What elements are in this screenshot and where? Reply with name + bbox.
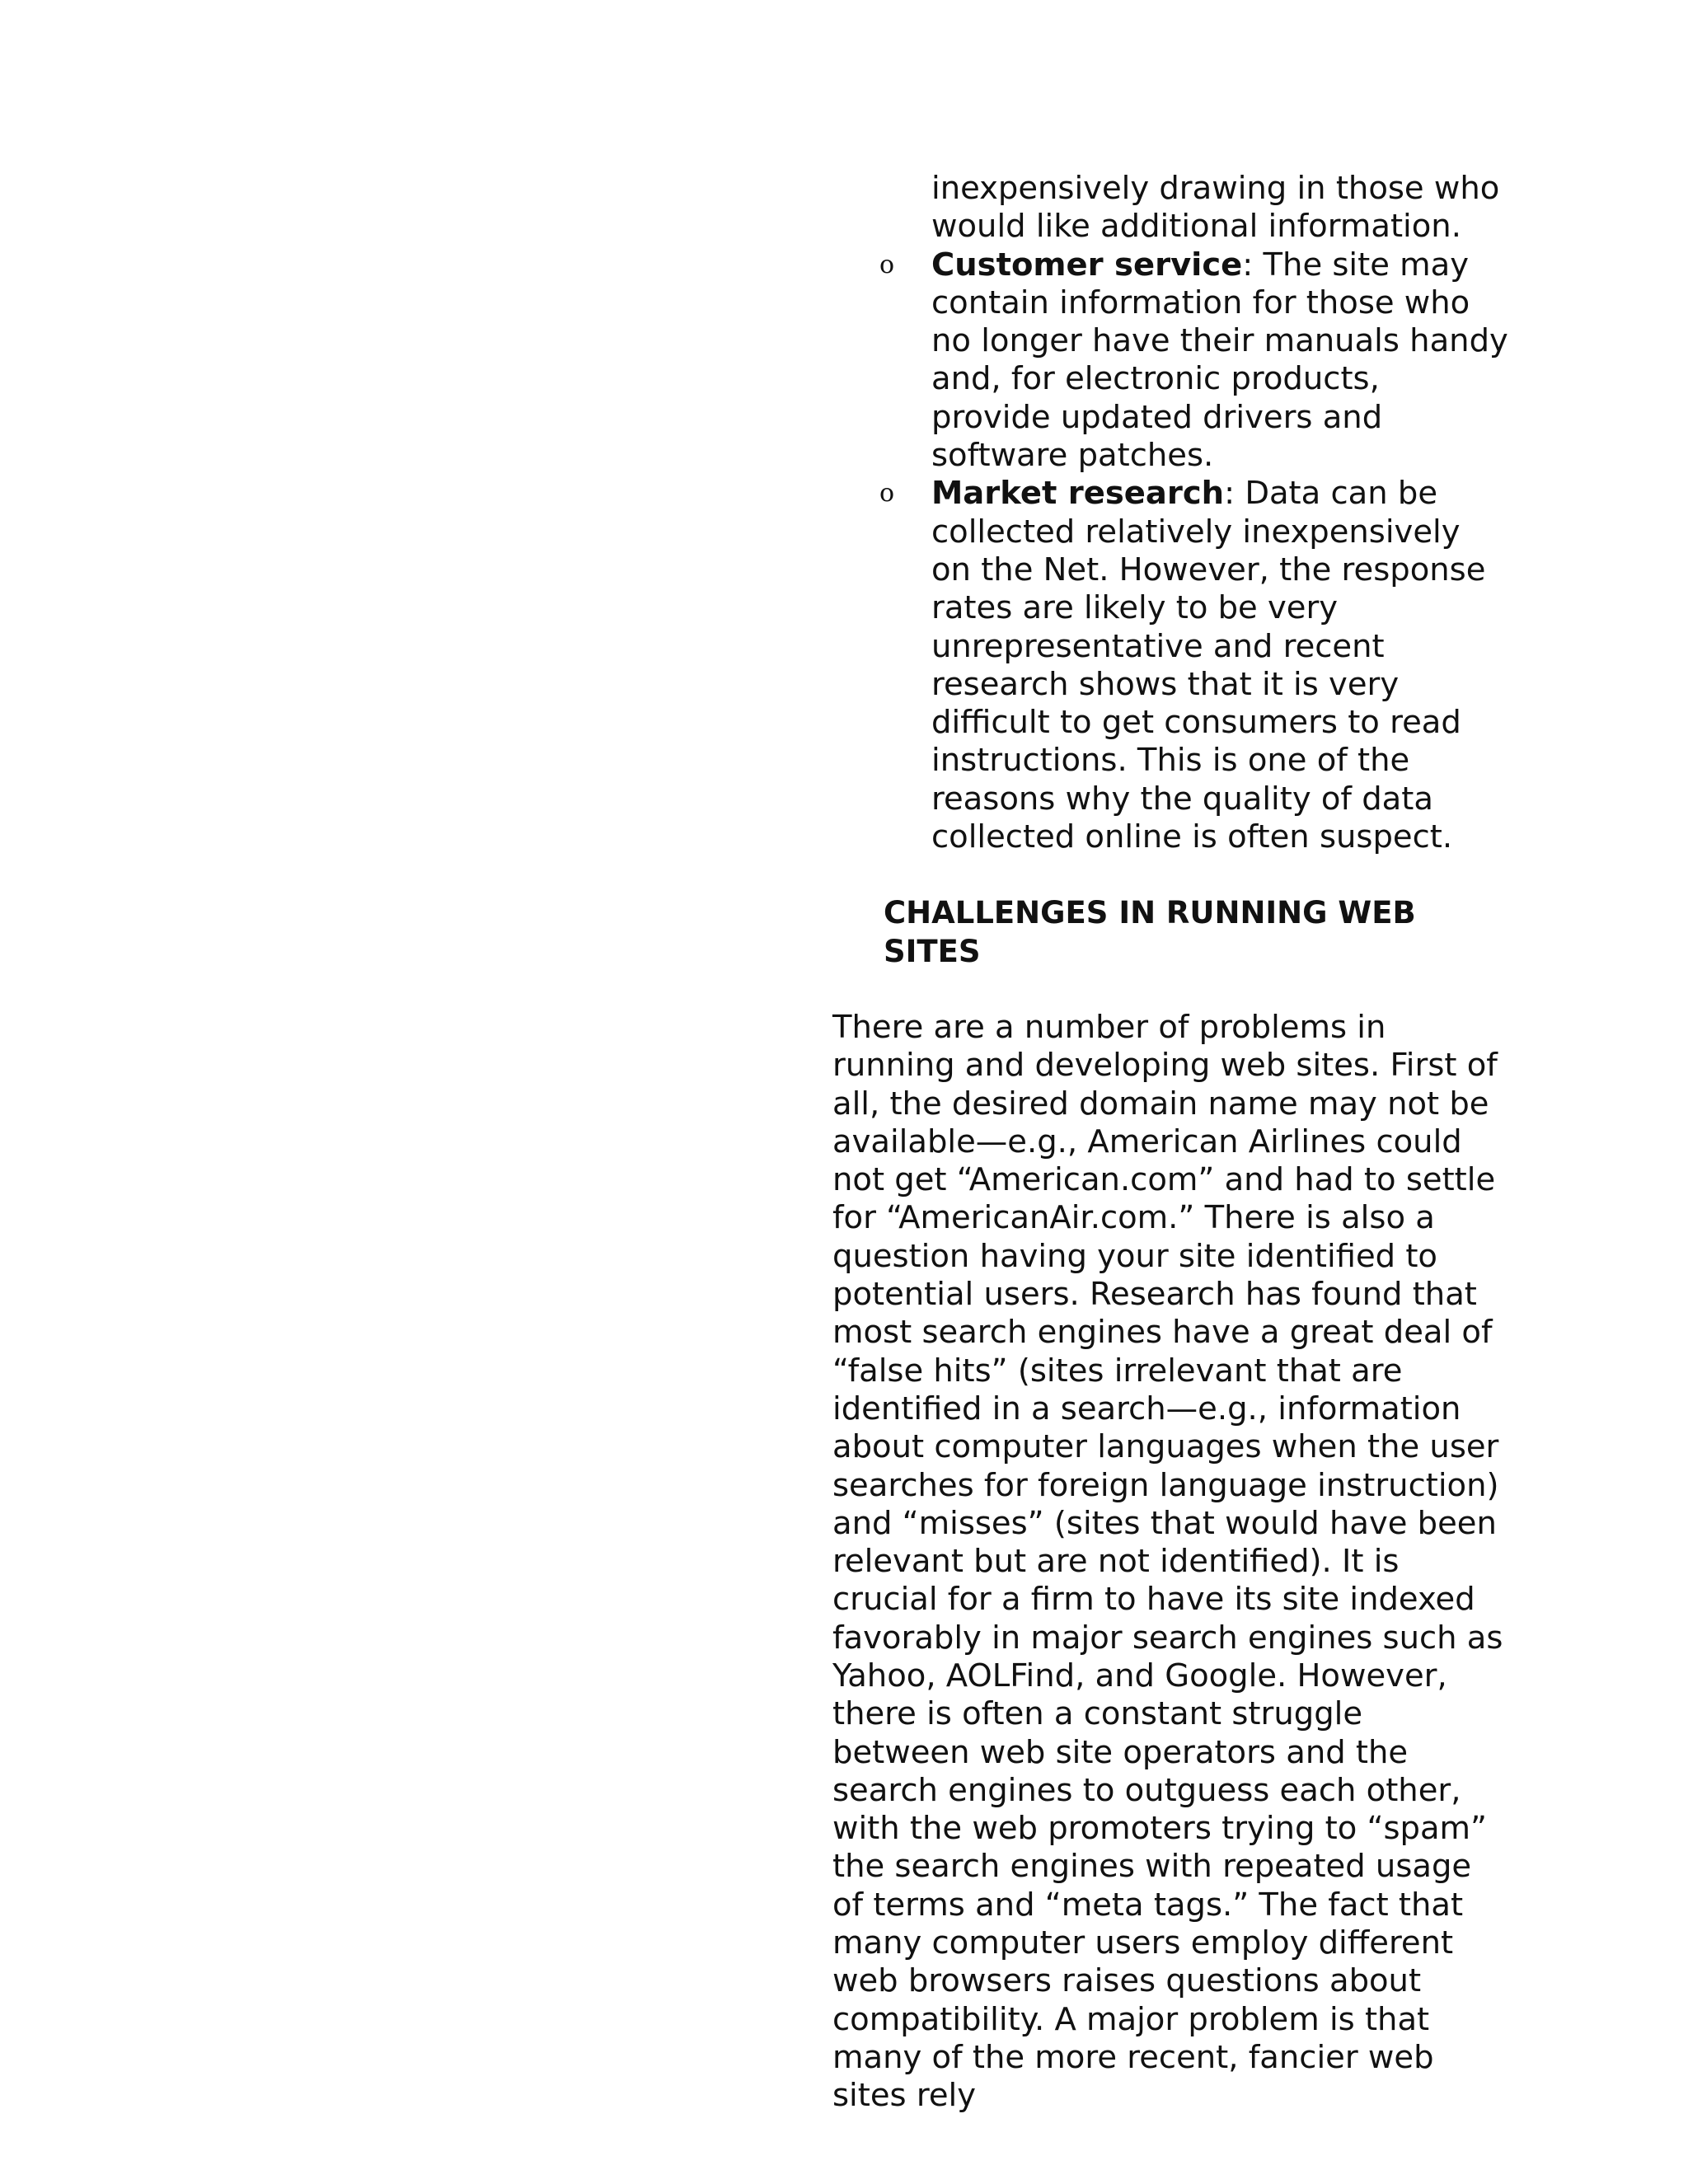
- bullet-item-market-research: [879, 475, 1508, 856]
- section-paragraph: There are a number of problems in running and developing web sites. First of all, the desired domain name may not be available—e.g., American Airlines could not get “American.com” and had to settle for “AmericanAir.com.” There is also a question having your site identified to potential users. Research has found that most search engines have a great deal of “false hits” (sites irrelevant that are identified in a search—e.g., information about computer languages when the user searches for foreign language instruction) and “misses” (sites that would have been relevant but are not identified). It is crucial for a firm to have its site indexed favorably in major search engines such as Yahoo, AOLFind, and Google. However, there is often a constant struggle between web site operators and the search engines to outguess each other, with the web promoters trying to “spam” the search engines with repeated usage of terms and “meta tags.” The fact that many computer users employ different web browsers raises questions about compatibility. A major problem is that many of the more recent, fancier web sites rely: [832, 1008, 1503, 2115]
- bullet-list: [879, 246, 1508, 857]
- bullet-text: Data can be collected relatively inexpensively on the Net. However, the response rates are likely to be very unrepresentative and recent research shows that it is very difficult to get consumers to read instructions. This is one of the reasons why the quality of data collected online is often suspect.: [931, 475, 1486, 856]
- bullet-separator: :: [1242, 246, 1254, 284]
- text-column: [832, 170, 1508, 2116]
- bullet-continuation-text: inexpensively drawing in those who would like additional information.: [931, 170, 1500, 246]
- bullet-separator: :: [1224, 475, 1236, 513]
- bullet-text: The site may contain information for those who no longer have their manuals handy and, for electronic products, provide updated drivers and software patches.: [931, 246, 1508, 475]
- bullet-term: Customer service: [931, 246, 1243, 284]
- bullet-item-customer-service: [879, 246, 1508, 476]
- bullet-term: Market research: [931, 475, 1225, 513]
- hollow-bullet-icon: o: [879, 250, 895, 279]
- section-heading: CHALLENGES IN RUNNING WEB SITES: [884, 895, 1416, 969]
- hollow-bullet-icon: o: [879, 479, 895, 509]
